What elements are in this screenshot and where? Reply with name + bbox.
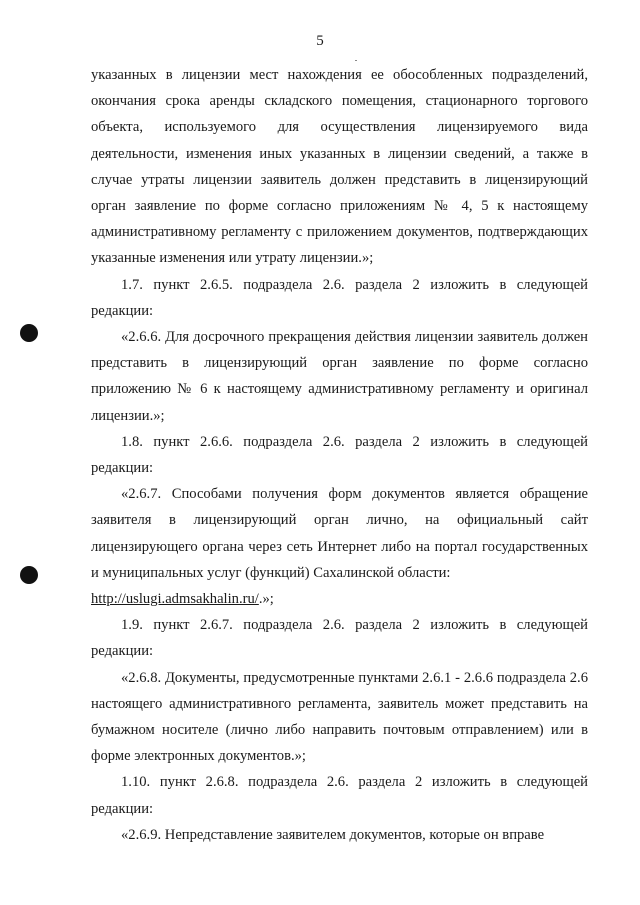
document-body xyxy=(91,62,588,848)
paragraph-amendment-1-9: 1.9. пункт 2.6.7. подраздела 2.6. раздела 2 изложить в следующей редакции: xyxy=(91,617,588,660)
paragraph-amendment-1-8: 1.8. пункт 2.6.6. подраздела 2.6. раздела 2 изложить в следующей редакции: xyxy=(91,433,588,477)
paragraph-clause-2-6-6: «2.6.6. Для досрочного прекращения действия лицензии заявитель должен представить в лицензирующий орган заявление по форме согласно приложению № 6 к настоящему административному регламенту и оригинал лицензии.»; xyxy=(91,329,588,424)
scan-speck xyxy=(355,60,357,61)
paragraph-clause-2-6-8: «2.6.8. Документы, предусмотренные пунктами 2.6.1 - 2.6.6 подраздела 2.6 настоящего административного регламента, заявитель может представить на бумажном носителе (лично либо направить почтовым отправлением) или в форме электронных документов.»; xyxy=(91,669,588,765)
paragraph-continuation: указанных в лицензии мест нахождения ее обособленных подразделений, окончания срока аренды складского помещения, стационарного торгового объекта, используемого для осуществления лицензируемого вида деятельности, изменения иных указанных в лицензии сведений, а также в случае утраты лицензии заявитель должен представить в лицензирующий орган заявление по форме согласно приложениям № 4, 5 к настоящему административному регламенту с приложением документов, подтверждающих указанные изменения или утрату лицензии.»; xyxy=(91,67,588,267)
link-trailing-text: .»; xyxy=(258,591,274,608)
binder-hole-top xyxy=(20,324,38,342)
portal-link[interactable]: http://uslugi.admsakhalin.ru/ xyxy=(91,591,259,608)
binder-hole-bottom xyxy=(20,566,38,584)
page-number: 5 xyxy=(316,33,324,49)
paragraph-clause-2-6-7: «2.6.7. Способами получения форм документов является обращение заявителя в лицензирующий орган лично, на официальный сайт лицензирующего органа через сеть Интернет либо на портал государственных и муниципальных услуг (функций) Сахалинской области: xyxy=(91,486,588,581)
paragraph-amendment-1-10: 1.10. пункт 2.6.8. подраздела 2.6. раздела 2 изложить в следующей редакции: xyxy=(91,774,588,817)
paragraph-portal-link-line xyxy=(91,586,588,612)
paragraph-amendment-1-7: 1.7. пункт 2.6.5. подраздела 2.6. раздела 2 изложить в следующей редакции: xyxy=(91,276,588,319)
paragraph-clause-2-6-9: «2.6.9. Непредставление заявителем документов, которые он вправе xyxy=(121,826,545,843)
